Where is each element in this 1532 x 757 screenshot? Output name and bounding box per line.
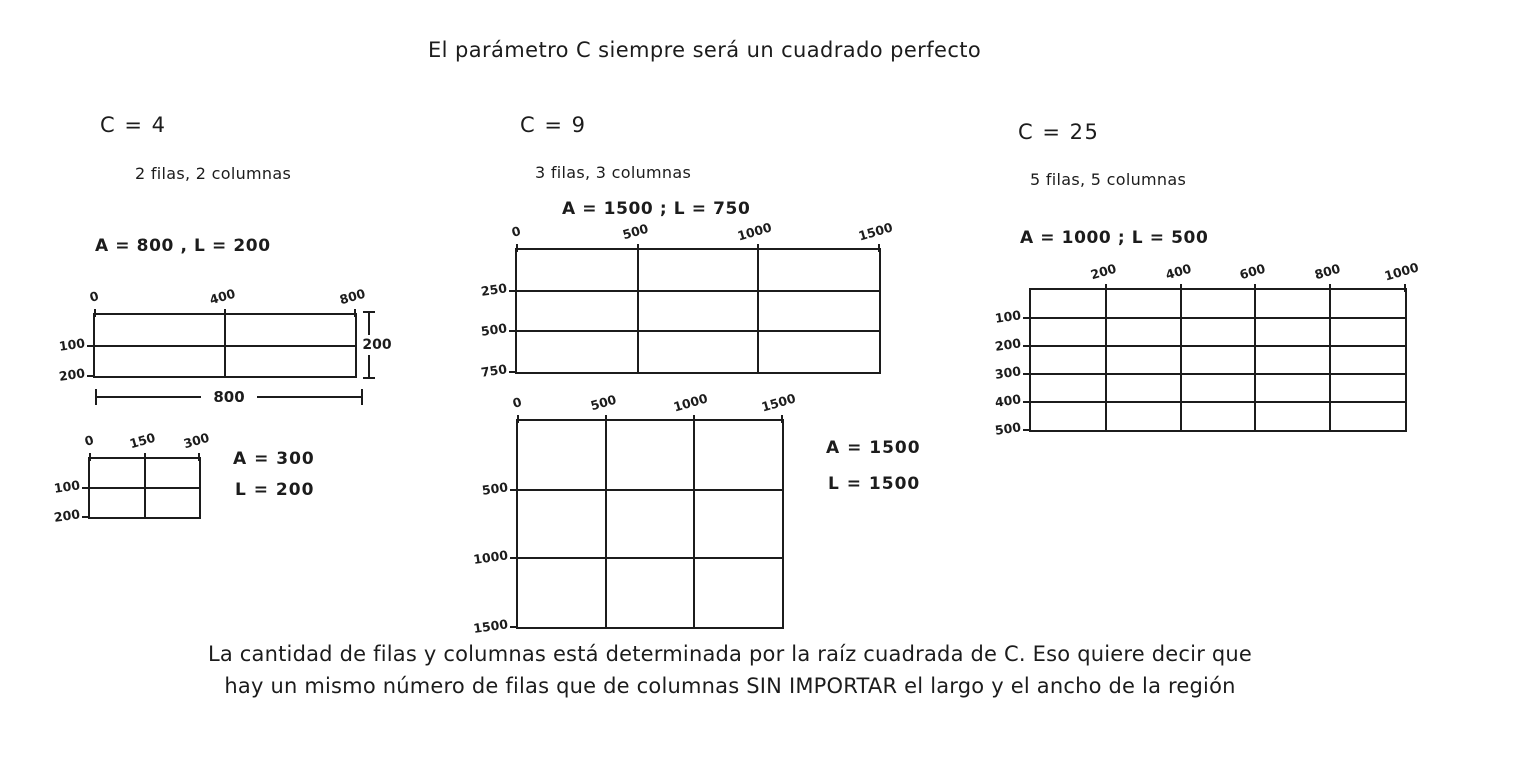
y-tick-label: 400 [993, 391, 1022, 410]
x-tick-label: 1000 [736, 219, 774, 244]
y-tick-label: 200 [993, 335, 1022, 354]
x-tick-label: 200 [1088, 260, 1118, 283]
grid-c25 [993, 259, 1421, 438]
c4-small-annotation-a: A = 300 [233, 449, 315, 469]
grid-line-horizontal [1031, 345, 1405, 347]
width-dimension-label: 800 [213, 388, 245, 406]
c25-heading: C = 25 [1018, 120, 1100, 144]
dimension-bar-top [368, 311, 370, 335]
x-tick-mark [757, 244, 759, 252]
y-tick-label: 100 [993, 307, 1022, 326]
y-tick-mark [1023, 317, 1030, 319]
grid-line-horizontal [1031, 317, 1405, 319]
y-tick-mark [1023, 373, 1030, 375]
x-tick-label: 0 [87, 288, 101, 305]
x-tick-mark [198, 453, 200, 461]
grid-line-vertical [1329, 290, 1331, 430]
grid-line-horizontal [90, 487, 199, 489]
y-tick-label: 250 [479, 279, 508, 299]
c4-small-annotation-l: L = 200 [235, 480, 315, 500]
y-tick-label: 100 [57, 334, 86, 354]
x-tick-label: 800 [337, 285, 367, 308]
grid-line-vertical [637, 250, 639, 372]
grid-line-horizontal [517, 290, 879, 292]
width-dimension-c4 [95, 388, 363, 406]
grid-line-horizontal [518, 557, 782, 559]
c4-heading: C = 4 [100, 113, 167, 137]
height-dimension-c4 [362, 311, 392, 379]
c9-upper-annotation: A = 1500 ; L = 750 [562, 199, 751, 219]
grid-line-horizontal [1031, 373, 1405, 375]
c9-subheading: 3 filas, 3 columnas [535, 163, 692, 182]
x-tick-label: 800 [1312, 260, 1343, 283]
x-tick-mark [1180, 284, 1182, 292]
y-tick-mark [82, 516, 89, 518]
y-tick-mark [1023, 429, 1030, 431]
x-tick-mark [1254, 284, 1256, 292]
y-tick-mark [1023, 401, 1030, 403]
grid-c9-wide [479, 219, 895, 380]
grid-c4-main [57, 285, 367, 384]
footer-text-line1: La cantidad de filas y columnas está determinada por la raíz cuadrada de C. Eso quiere decir que [207, 642, 1253, 666]
c9-heading: C = 9 [520, 113, 587, 137]
dimension-bar-bottom [368, 355, 370, 379]
x-tick-label: 500 [588, 391, 618, 414]
grid-line-vertical [1254, 290, 1256, 430]
c25-subheading: 5 filas, 5 columnas [1030, 170, 1187, 189]
grid-line-vertical [693, 421, 695, 627]
x-tick-mark [1329, 284, 1331, 292]
x-tick-label: 1500 [759, 390, 798, 415]
y-tick-mark [510, 626, 517, 628]
c25-annotation: A = 1000 ; L = 500 [1020, 228, 1209, 248]
x-tick-mark [89, 453, 91, 461]
x-tick-label: 600 [1238, 260, 1268, 283]
x-tick-mark [637, 244, 639, 252]
y-tick-label: 500 [993, 419, 1022, 438]
grid-line-vertical [757, 250, 759, 372]
x-tick-mark [693, 415, 695, 423]
y-tick-mark [510, 489, 517, 491]
y-tick-mark [509, 290, 516, 292]
y-tick-label: 200 [57, 365, 86, 384]
y-tick-label: 300 [993, 363, 1022, 382]
grid-line-horizontal [95, 345, 355, 347]
x-tick-mark [1105, 284, 1107, 292]
y-tick-label: 1000 [472, 547, 509, 568]
x-tick-mark [516, 244, 518, 252]
x-tick-mark [94, 309, 96, 317]
grid-line-horizontal [517, 330, 879, 332]
c4-subheading: 2 filas, 2 columnas [135, 164, 292, 183]
dimension-bar-left [95, 396, 201, 398]
c9-square-annotation-a: A = 1500 [826, 438, 921, 458]
grid-line-vertical [605, 421, 607, 627]
grid-line-vertical [1105, 290, 1107, 430]
height-dimension-label: 200 [362, 337, 392, 353]
y-tick-mark [509, 330, 516, 332]
y-tick-mark [510, 557, 517, 559]
x-tick-mark [781, 415, 783, 423]
x-tick-label: 500 [620, 220, 650, 243]
y-tick-label: 750 [479, 361, 508, 380]
y-tick-mark [82, 487, 89, 489]
page-title: El parámetro C siempre será un cuadrado perfecto [428, 38, 982, 62]
x-tick-mark [224, 309, 226, 317]
y-tick-mark [509, 371, 516, 373]
y-tick-label: 500 [480, 478, 509, 498]
y-tick-label: 1500 [472, 616, 509, 637]
footer-text-line2: hay un mismo número de filas que de columnas SIN IMPORTAR el largo y el ancho de la región [224, 674, 1236, 698]
x-tick-mark [144, 453, 146, 461]
x-tick-label: 400 [207, 285, 237, 308]
y-tick-label: 100 [52, 477, 81, 496]
y-tick-mark [87, 375, 94, 377]
grid-line-horizontal [518, 489, 782, 491]
x-tick-label: 300 [181, 429, 211, 452]
x-tick-label: 0 [509, 223, 523, 240]
x-tick-mark [517, 415, 519, 423]
y-tick-label: 200 [52, 506, 81, 525]
grid-c4-small [52, 429, 211, 525]
x-tick-label: 1500 [856, 219, 895, 244]
x-tick-label: 1000 [671, 390, 710, 415]
y-tick-mark [87, 345, 94, 347]
x-tick-label: 400 [1163, 260, 1193, 283]
c4-main-annotation: A = 800 , L = 200 [95, 236, 271, 256]
x-tick-label: 0 [82, 432, 96, 449]
x-tick-mark [1404, 284, 1406, 292]
x-tick-mark [878, 244, 880, 252]
grid-c9-square [472, 390, 798, 637]
grid-line-vertical [1180, 290, 1182, 430]
x-tick-label: 150 [127, 429, 157, 452]
y-tick-mark [1023, 345, 1030, 347]
c9-square-annotation-l: L = 1500 [828, 474, 921, 494]
x-tick-mark [354, 309, 356, 317]
y-tick-label: 500 [479, 320, 508, 340]
x-tick-label: 1000 [1382, 259, 1421, 284]
dimension-bar-right [257, 396, 363, 398]
grid-line-horizontal [1031, 401, 1405, 403]
x-tick-mark [605, 415, 607, 423]
x-tick-label: 0 [510, 394, 524, 411]
